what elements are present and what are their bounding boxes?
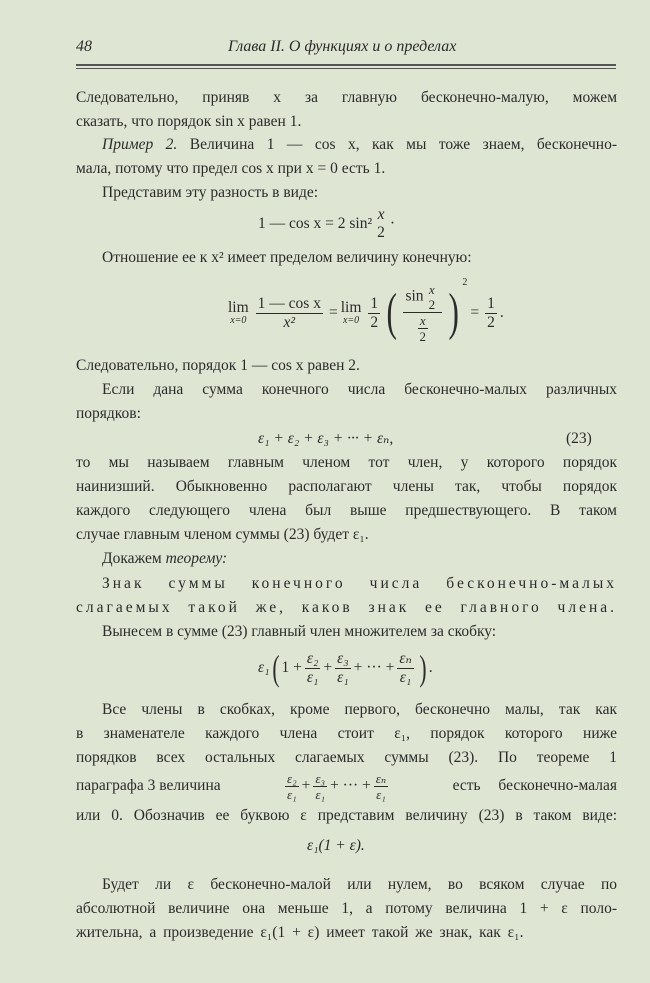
num: ε₂	[287, 770, 297, 786]
den: ε₁	[399, 668, 412, 686]
text-line: случае главным членом суммы (23) будет ε₁.	[76, 526, 369, 543]
text-line: мала, потому что предел cos x при x = 0 есть 1.	[76, 160, 386, 177]
period: .	[428, 659, 433, 677]
plus: +	[301, 777, 311, 795]
text: параграфа 3 величина	[76, 777, 221, 795]
header-rule-thin	[76, 68, 616, 69]
theorem-line: слагаемых такой же, каков знак ее главного члена.	[76, 599, 617, 616]
text-line: Следовательно, приняв x за главную бесконечно-малую, можем	[76, 89, 617, 106]
formula-factor	[258, 648, 433, 688]
theorem-line: Знак суммы конечного числа бесконечно-малых	[102, 575, 617, 592]
text-line: каждого следующего члена был выше предшествующего. В таком	[76, 502, 617, 519]
den: ε₁	[287, 786, 297, 802]
text-line: порядков всех остальных слагаемых суммы (23). По теореме 1	[76, 749, 617, 766]
text-line: Представим эту разность в виде:	[102, 184, 319, 201]
den: ε₁	[306, 668, 319, 686]
paren: (	[386, 284, 398, 341]
text-line	[102, 135, 617, 155]
x: x	[419, 313, 426, 328]
text-line: сказать, что порядок sin x равен 1.	[76, 113, 302, 130]
formula-sum: ε₁ + ε₂ + ε₃ + ··· + εₙ,	[258, 430, 394, 447]
text: Докажем	[102, 550, 162, 567]
text: Величина 1 — cos x, как мы тоже знаем, бесконечно-	[189, 136, 618, 153]
denominator: 2	[370, 313, 379, 331]
two: 2	[419, 329, 427, 344]
x: x	[428, 282, 435, 297]
paren: (	[271, 648, 280, 688]
two: 2	[428, 297, 436, 312]
text-line: наинизший. Обыкновенно располагают члены так, чтобы порядок	[76, 478, 617, 495]
one-plus: 1 +	[281, 659, 302, 677]
example-label: Пример 2.	[102, 136, 178, 153]
page-number: 48	[76, 38, 92, 55]
num: ε₂	[306, 650, 319, 667]
den: ε₁	[376, 786, 386, 802]
num: ε₃	[315, 770, 326, 786]
dots: + ··· +	[330, 777, 371, 795]
numerator: 1	[370, 295, 379, 312]
eq: =	[470, 304, 480, 322]
running-header: Глава II. О функциях и о пределах	[228, 38, 457, 55]
lim: lim	[228, 299, 249, 317]
numerator: 1	[487, 295, 495, 312]
num: εₙ	[375, 770, 387, 786]
text-line: порядков:	[76, 405, 141, 422]
formula-2	[228, 278, 504, 348]
text-line: абсолютной величине она меньше 1, а потому величина 1 + ε поло-	[76, 900, 617, 917]
formula-product: ε₁(1 + ε).	[307, 837, 365, 854]
sin: sin	[405, 287, 424, 305]
dots: + ··· +	[353, 659, 395, 677]
header-rule	[76, 64, 616, 66]
e1: ε₁	[258, 659, 270, 677]
paren: )	[448, 284, 459, 341]
plus: +	[323, 659, 333, 677]
lim-sub: x=0	[342, 314, 360, 326]
equation-number: (23)	[566, 430, 592, 447]
numerator: x	[377, 206, 385, 223]
formula-1	[258, 207, 395, 240]
exponent: 2	[462, 277, 468, 288]
text-line: Все члены в скобках, кроме первого, бесконечно малы, так как	[102, 701, 617, 718]
paren: )	[419, 648, 427, 688]
num: εₙ	[399, 650, 412, 667]
text-line-inline-formula	[76, 771, 617, 801]
den: ε₁	[337, 668, 349, 686]
den: ε₁	[315, 786, 326, 802]
text-line	[102, 549, 617, 569]
period: .	[499, 304, 504, 322]
lim: lim	[340, 299, 362, 317]
text-line: Отношение ее к x² имеет пределом величину конечную:	[102, 249, 472, 266]
text-line: Будет ли ε бесконечно-малой или нулем, во всяком случае по	[102, 876, 617, 893]
eq: =	[328, 304, 338, 322]
denominator: 2	[377, 223, 385, 241]
denominator: 2	[487, 313, 495, 331]
text-line: то мы называем главным членом тот член, у которого порядок	[76, 454, 617, 471]
num: ε₃	[337, 650, 349, 667]
text-line: или 0. Обозначив ее буквою ε представим величину (23) в таком виде:	[76, 807, 617, 824]
text-line: жительна, а произведение ε₁(1 + ε) имеет такой же знак, как ε₁.	[76, 924, 524, 941]
lim-sub: x=0	[230, 314, 247, 326]
text-line: Если дана сумма конечного числа бесконечно-малых различных	[102, 381, 617, 398]
text-line: Вынесем в сумме (23) главный член множителем за скобку:	[102, 623, 497, 640]
dot: ·	[389, 214, 396, 232]
numerator: 1 — cos x	[257, 295, 321, 312]
text-line: в знаменателе каждого члена стоит ε₁, порядок которого ниже	[76, 725, 617, 742]
denominator: x²	[283, 313, 296, 331]
text: есть бесконечно-малая	[452, 777, 617, 795]
formula-text: 1 — cos x = 2 sin²	[258, 214, 373, 232]
text-line: Следовательно, порядок 1 — cos x равен 2.	[76, 357, 360, 374]
theorem-word: теорему:	[165, 550, 228, 567]
